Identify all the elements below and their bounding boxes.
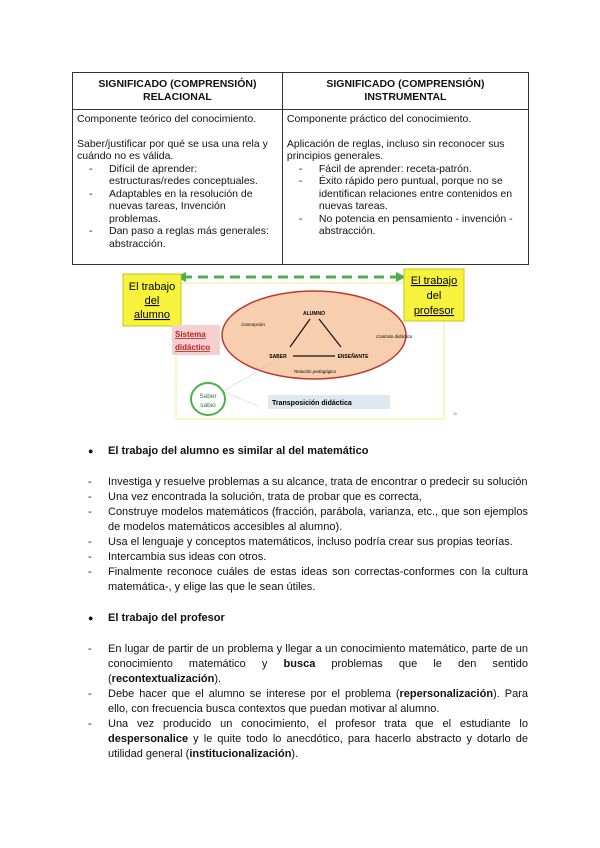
cell-relacional xyxy=(73,110,283,265)
body-text xyxy=(88,444,528,778)
list-item: - Investiga y resuelve problemas a su alcance, trata de encontrar o predecir su solución xyxy=(108,475,528,490)
list-item: - Intercambia sus ideas con otros. xyxy=(108,550,528,565)
ensenante-node: ENSEÑANTE xyxy=(337,354,369,360)
text: Aplicación de reglas, incluso sin reconocer sus principios generales. xyxy=(286,137,505,162)
text: Componente práctico del conocimiento. xyxy=(286,113,472,125)
alumno-box-label: El trabajo del alumno xyxy=(128,281,176,321)
sistema-label: Sistema didáctico xyxy=(175,330,211,352)
saber-node: SABER xyxy=(269,354,287,360)
list-item: - Difícil de aprender: estructuras/redes conceptuales. xyxy=(109,163,278,188)
profesor-box-label: El trabajo del profesor xyxy=(410,275,458,317)
cell-instrumental xyxy=(282,110,528,265)
didactic-system-diagram xyxy=(120,265,470,420)
saber-sabio-label: Saber sabio xyxy=(199,393,217,409)
header-relacional: SIGNIFICADO (COMPRENSIÓN) RELACIONAL xyxy=(73,73,283,110)
text: Componente teórico del conocimiento. xyxy=(77,113,257,125)
list-item: - Una vez producido un conocimiento, el profesor trata que el estudiante lo despersonalice y le quite todo lo anecdótico, para hacerlo abstracto y dotarlo de utilidad general (institucionalización). xyxy=(108,717,528,762)
list-item: - Dan paso a reglas más generales: abstracción. xyxy=(109,225,278,250)
list-item: - Construye modelos matemáticos (fracción, parábola, varianza, etc., que son ejemplos de modelos matemáticos accesibles al alumno). xyxy=(108,505,528,535)
comparison-table xyxy=(72,72,529,265)
header-instrumental: SIGNIFICADO (COMPRENSIÓN) INSTRUMENTAL xyxy=(282,73,528,110)
relacion-label: Relación pedagógica xyxy=(293,369,337,374)
list-item: - En lugar de partir de un problema y llegar a un conocimiento matemático, parte de un conocimiento matemático y busca problemas que le den sentido (recontextualización). xyxy=(108,642,528,687)
section-title: ● El trabajo del profesor xyxy=(88,611,528,626)
list-item: - Una vez encontrada la solución, trata de probar que es correcta, xyxy=(108,490,528,505)
list-item: - Debe hacer que el alumno se interese por el problema (repersonalización). Para ello, con frecuencia busca contextos que puedan motivar al alumno. xyxy=(108,687,528,717)
list-item: - Usa el lenguaje y conceptos matemáticos, incluso podría crear sus propias teorías. xyxy=(108,535,528,550)
section-title: ● El trabajo del alumno es similar al del matemático xyxy=(88,444,528,459)
slide-number: 11 xyxy=(453,411,458,416)
transposicion-label: Transposición didáctica xyxy=(272,400,352,407)
list-item: - Fácil de aprender: receta-patrón. xyxy=(319,163,524,176)
list-item: - Éxito rápido pero puntual, porque no se identifican relaciones entre contenidos en nuevas tareas. xyxy=(319,175,524,213)
text: Saber/justificar por qué se usa una rela y cuándo no es válida. xyxy=(77,137,268,162)
concepcion-label: Concepción xyxy=(241,322,265,327)
list-item: - Adaptables en la resolución de nuevas tareas, Invención problemas. xyxy=(109,188,278,226)
alumno-node: ALUMNO xyxy=(303,311,325,317)
contrato-label: Contrato didáctico xyxy=(376,334,413,339)
list-item: - No potencia en pensamiento - invención - abstracción. xyxy=(319,213,524,238)
list-item: - Finalmente reconoce cuáles de estas ideas son correctas-conformes con la cultura matemática-, y elige las que le sean útiles. xyxy=(108,565,528,595)
